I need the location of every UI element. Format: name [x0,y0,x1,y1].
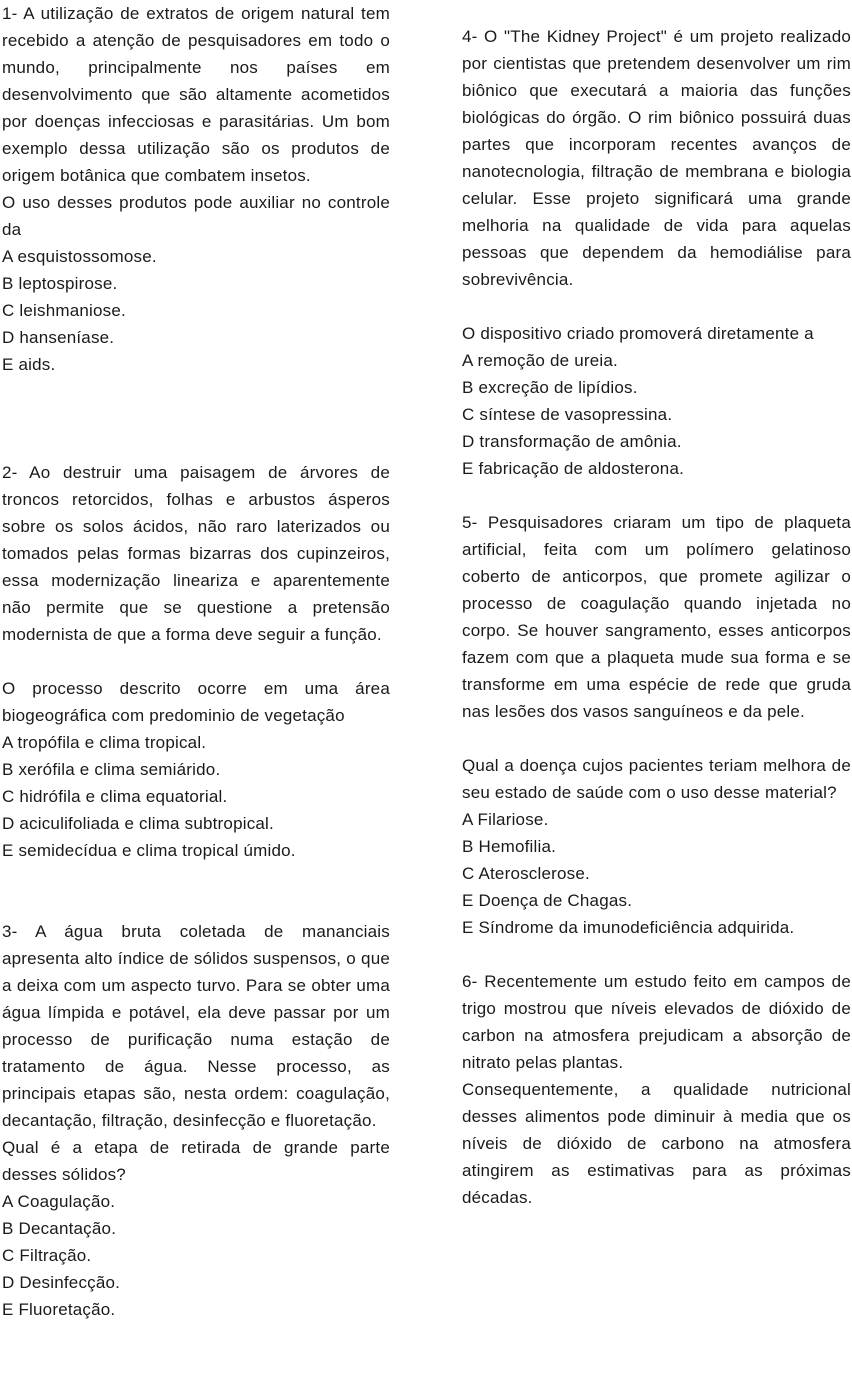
spacer [462,293,851,320]
question-1-prompt: O uso desses produtos pode auxiliar no controle da [2,193,390,239]
question-2-option-a: A tropófila e clima tropical. [2,733,207,752]
question-1-option-c: C leishmaniose. [2,301,126,320]
question-5-option-a: A Filariose. [462,810,549,829]
question-2-stem: 2- Ao destruir uma paisagem de árvores de troncos retorcidos, folhas e arbustos ásperos sobre os solos ácidos, não raro laterizados ou tomados pelas formas bizarras dos cupinzeiros, essa modernização lineariza e aparentemente não permite que se questione a pretensão modernista de que a forma deve seguir a função. [2,463,390,644]
question-4-option-e: E fabricação de aldosterona. [462,459,685,478]
question-4-option-d: D transformação de amônia. [462,432,682,451]
spacer [2,864,390,918]
question-3-option-d: D Desinfecção. [2,1273,121,1292]
question-1-option-d: D hanseníase. [2,328,115,347]
question-5-prompt: Qual a doença cujos pacientes teriam melhora de seu estado de saúde com o uso desse material? [462,756,851,802]
question-1-option-b: B leptospirose. [2,274,118,293]
question-2-option-d: D aciculifoliada e clima subtropical. [2,814,274,833]
left-column [2,0,390,1323]
question-4-option-b: B excreção de lipídios. [462,378,638,397]
question-3 [2,918,390,1323]
question-3-option-e: E Fluoretação. [2,1300,116,1319]
question-3-option-c: C Filtração. [2,1246,92,1265]
question-5 [462,509,851,941]
question-2-option-c: C hidrófila e clima equatorial. [2,787,228,806]
question-1-option-a: A esquistossomose. [2,247,157,266]
question-1 [2,0,390,378]
question-4 [462,23,851,482]
question-6-stem: 6- Recentemente um estudo feito em campos de trigo mostrou que níveis elevados de dióxido de carbon na atmosfera prejudicam a absorção de nitrato pelas plantas. [462,972,851,1072]
question-5-option-d: E Doença de Chagas. [462,891,633,910]
question-4-prompt: O dispositivo criado promoverá diretamente a [462,324,814,343]
spacer [2,378,390,459]
question-5-option-b: B Hemofilia. [462,837,557,856]
question-2-option-b: B xerófila e clima semiárido. [2,760,221,779]
question-3-prompt: Qual é a etapa de retirada de grande parte desses sólidos? [2,1138,390,1184]
question-3-option-a: A Coagulação. [2,1192,116,1211]
question-3-stem: 3- A água bruta coletada de mananciais apresenta alto índice de sólidos suspensos, o que a deixa com um aspecto turvo. Para se obter uma água límpida e potável, ela deve passar por um processo de purificação numa estação de tratamento de água. Nesse processo, as principais etapas são, nesta ordem: coagulação, decantação, filtração, desinfecção e fluoretação. [2,922,390,1130]
spacer [462,725,851,752]
question-5-stem: 5- Pesquisadores criaram um tipo de plaqueta artificial, feita com um polímero gelatinoso coberto de anticorpos, que promete agilizar o processo de coagulação quando injetada no corpo. Se houver sangramento, esses anticorpos fazem com que a plaqueta mude sua forma e se transforme em uma espécie de rede que gruda nas lesões dos vasos sanguíneos e da pele. [462,513,851,721]
question-4-option-a: A remoção de ureia. [462,351,618,370]
question-6-prompt: Consequentemente, a qualidade nutricional desses alimentos pode diminuir à media que os níveis de dióxido de carbono na atmosfera atingirem as estimativas para as próximas décadas. [462,1080,851,1207]
question-5-option-c: C Aterosclerose. [462,864,590,883]
question-3-option-b: B Decantação. [2,1219,117,1238]
question-4-option-c: C síntese de vasopressina. [462,405,673,424]
question-2-option-e: E semidecídua e clima tropical úmido. [2,841,296,860]
question-5-option-e: E Síndrome da imunodeficiência adquirida. [462,918,795,937]
question-4-stem: 4- O "The Kidney Project" é um projeto realizado por cientistas que pretendem desenvolver um rim biônico que executará a maioria das funções biológicas do órgão. O rim biônico possuirá duas partes que incorporam recentes avanços de nanotecnologia, filtração de membrana e biologia celular. Esse projeto significará uma grande melhoria na qualidade de vida para aquelas pessoas que dependem da hemodiálise para sobrevivência. [462,27,851,289]
question-1-stem: 1- A utilização de extratos de origem natural tem recebido a atenção de pesquisadores em todo o mundo, principalmente nos países em desenvolvimento que são altamente acometidos por doenças infecciosas e parasitárias. Um bom exemplo dessa utilização são os produtos de origem botânica que combatem insetos. [2,4,390,185]
spacer [462,482,851,509]
right-column [462,23,851,1211]
question-2-prompt: O processo descrito ocorre em uma área biogeográfica com predominio de vegetação [2,679,390,725]
spacer [2,648,390,675]
question-1-option-e: E aids. [2,355,56,374]
spacer [462,941,851,968]
question-2 [2,459,390,864]
question-6 [462,968,851,1211]
